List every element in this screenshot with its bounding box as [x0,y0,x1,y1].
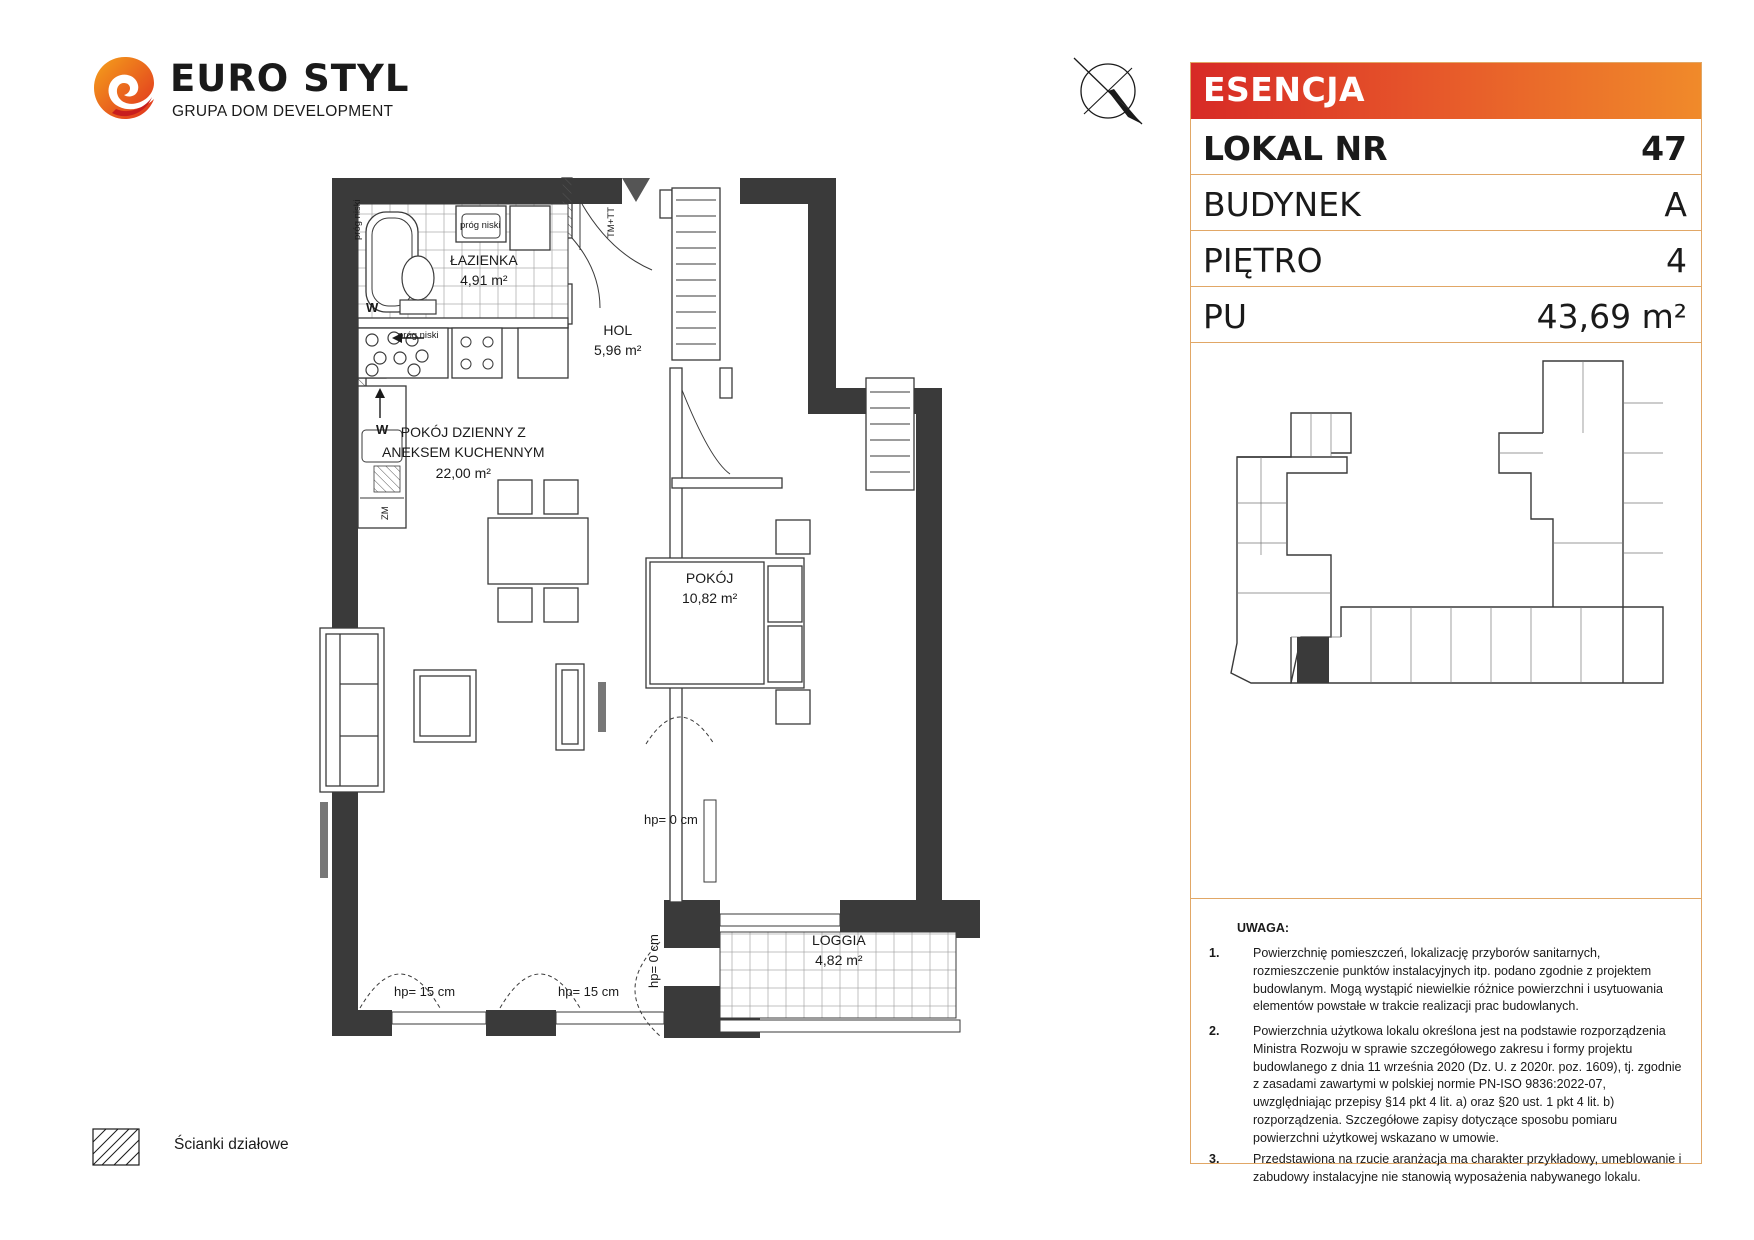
legend [92,1128,392,1168]
w-label-1: W [366,300,379,315]
key-plan [1191,343,1701,899]
note-3-num: 3. [1209,1152,1220,1166]
loggia-label [812,930,866,971]
north-arrow-icon [1070,56,1146,126]
room-area: 10,82 m² [682,590,738,607]
unit-key: LOKAL NR [1203,129,1388,168]
floor-plan-drawing [300,160,1000,1060]
room-name: POKÓJ [685,570,734,586]
room-label [682,568,737,609]
building-key: BUDYNEK [1203,185,1361,224]
building-key-plan [1191,343,1701,899]
threshold-label-1: próg niski [460,220,501,231]
info-panel [1190,62,1702,1184]
zm-label: ZM [380,506,391,520]
info-row-unit [1191,119,1701,175]
note-1-num: 1. [1209,946,1220,960]
hp-window-label-1: hp= 15 cm [394,984,456,999]
living-room-label [382,422,545,483]
investment-header [1191,63,1701,119]
legend-label: Ścianki działowe [174,1136,289,1153]
unit-value: 47 [1641,129,1687,168]
area-value: 43,69 m² [1536,297,1687,336]
partition-wall-swatch [92,1128,140,1166]
building-value: A [1664,185,1687,224]
info-row-building [1191,175,1701,231]
brand-flame-icon [92,55,158,121]
info-row-floor [1191,231,1701,287]
hp-window-label-2: hp= 15 cm [558,984,620,999]
bathroom-name: ŁAZIENKA [450,252,518,268]
note-3-text: Przedstawiona na rzucie aranżacja ma charakter przykładowy, umeblowanie i zabudowy instalacyjne nie stanowią wyposażenia nabywanego lokalu. [1253,1152,1682,1184]
note-2-num: 2. [1209,1024,1220,1038]
note-1-text: Powierzchnię pomieszczeń, lokalizację przyborów sanitarnych, rozmieszczenie punktów instalacyjnych itp. podano zgodnie z projektem budowlanym. Mogą wystąpić niewielkie różnice powierzchni i usytuowania elementów powstałe w trakcie realizacji prac budowlanych. [1253,946,1663,1014]
hp-room-label: hp= 0 cm [644,812,698,827]
brand-name: EURO STYL [170,57,410,100]
floor-key: PIĘTRO [1203,241,1323,280]
info-row-area [1191,287,1701,343]
floor-value: 4 [1666,241,1687,280]
bathroom-label [450,250,518,291]
brand-logo [88,55,408,125]
hall-area: 5,96 m² [594,342,642,359]
living-room-name-2: ANEKSEM KUCHENNYM [382,444,545,461]
living-room-name-1: POKÓJ DZIENNY Z [400,424,526,440]
floor-plan [300,160,1000,1060]
unit-highlight [1297,637,1329,683]
loggia-area: 4,82 m² [815,952,863,969]
notes-title: UWAGA: [1237,921,1290,935]
investment-name: ESENCJA [1203,70,1366,109]
threshold-label-3: próg niski [352,199,363,240]
hp-loggia-label: hp= 0 cm [646,934,661,988]
w-label-2: W [376,422,389,437]
compass [1070,56,1146,126]
brand-subtitle: GRUPA DOM DEVELOPMENT [172,103,394,120]
threshold-label-2: próg niski [398,330,439,341]
tm-tt-label: TM+TT [606,207,617,238]
hall-label [594,320,641,361]
loggia-name: LOGGIA [812,932,866,948]
hall-name: HOL [603,322,633,338]
living-room-area: 22,00 m² [435,464,491,481]
bathroom-area: 4,91 m² [460,272,508,289]
area-key: PU [1203,297,1248,336]
note-2-text: Powierzchnia użytkowa lokalu określona jest na podstawie rozporządzenia Ministra Rozwoju w sprawie szczegółowego zakresu i formy projektu budowlanego z dnia 11 września 2020 (Dz. U. z 2020r. poz. 1609), tj. zgodnie z zasadami zawartymi w polskiej normie PN-ISO 9836:2022-07, uwzględniając przepisy §14 pkt 4 lit. a) oraz §20 ust. 1 pkt 4 lit. b) rozporządzenia. Szczegółowe zapisy dotyczące sposobu pomiaru powierzchni użytkowej wskazano w umowie. [1253,1024,1682,1145]
